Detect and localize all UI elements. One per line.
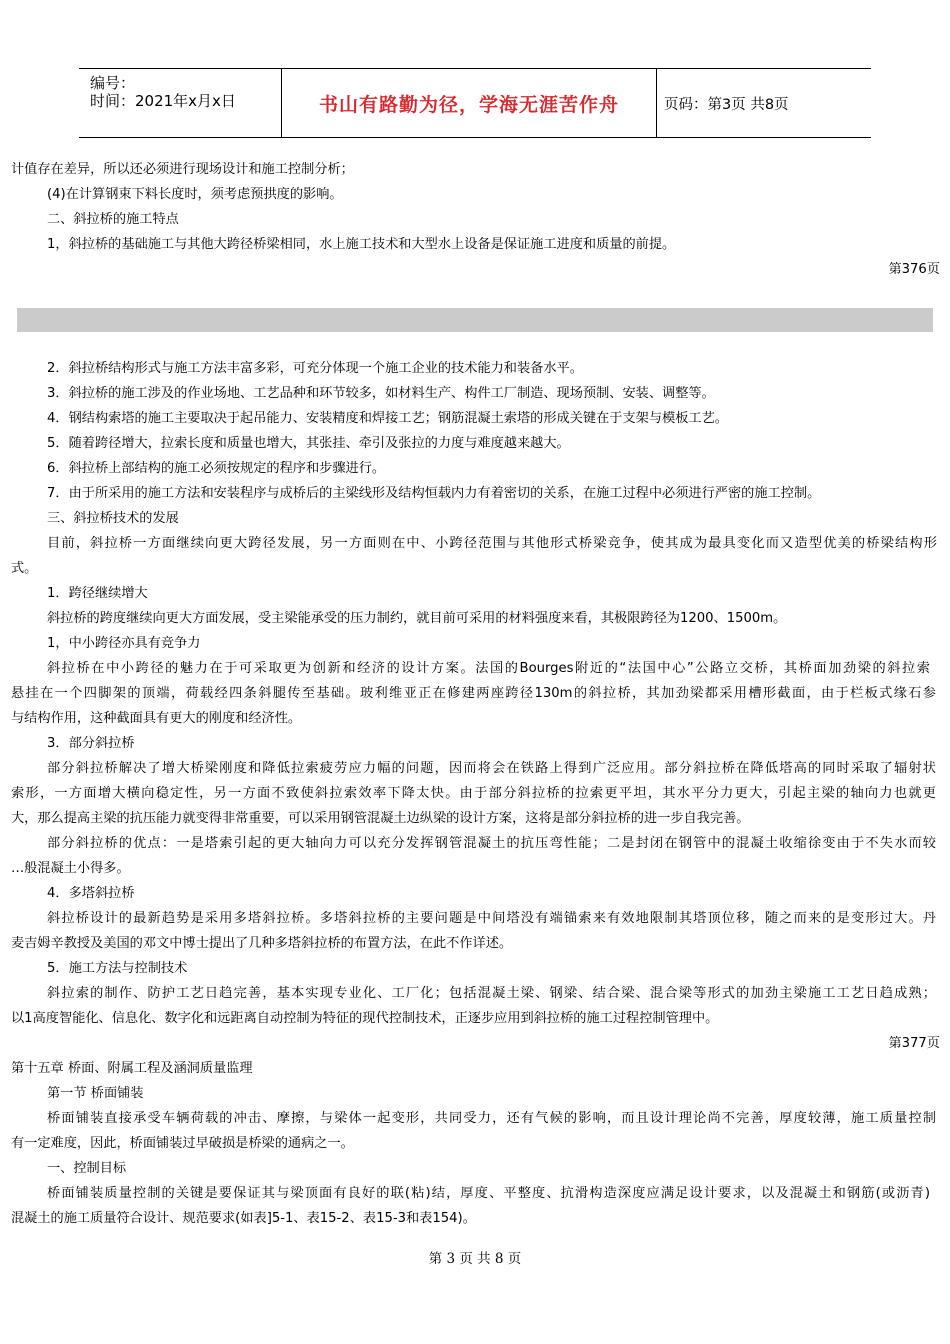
chapter-heading: 第十五章 桥面、附属工程及涵洞质量监理 bbox=[11, 1061, 253, 1076]
subsection-heading: 4．多塔斜拉桥 bbox=[47, 886, 135, 901]
text-line: 计值存在差异，所以还必须进行现场设计和施工控制分析； bbox=[11, 162, 354, 177]
page-footer: 第 3 页 共 8 页 bbox=[428, 1251, 522, 1267]
text-line: 部分斜拉桥的优点：一是塔索引起的更大轴向力可以充分发挥钢管混凝土的抗压弯性能；二是封闭在钢管中的混凝土收缩徐变由于不失水而较 bbox=[47, 836, 936, 851]
text-line: 与结构作用，这种截面具有更大的刚度和经济性。 bbox=[11, 711, 302, 726]
header-left-cell bbox=[79, 69, 281, 137]
text-line: 7．由于所采用的施工方法和安装程序与成桥后的主梁线形及结构恒载内力有着密切的关系，在施工过程中必须进行严密的施工控制。 bbox=[47, 486, 821, 501]
text-line: 1，斜拉桥的基础施工与其他大跨径桥梁相同，水上施工技术和大型水上设备是保证施工进度和质量的前提。 bbox=[47, 237, 676, 252]
page-marker-377: 第377页 bbox=[888, 1036, 940, 1051]
subsection-heading: 3．部分斜拉桥 bbox=[47, 736, 135, 751]
text-line: 斜拉桥的跨度继续向更大方面发展，受主梁能承受的压力制约，就目前可采用的材料强度来看，其极限跨径为1200、1500m。 bbox=[47, 611, 787, 626]
subsection-heading: 1，中小跨径亦具有竞争力 bbox=[47, 636, 201, 651]
page-marker-376: 第376页 bbox=[888, 262, 940, 277]
text-line: 桥面铺装质量控制的关键是要保证其与梁顶面有良好的联(粘)结，厚度、平整度、抗滑构造深度应满足设计要求，以及混凝土和钢筋(或沥青) bbox=[47, 1186, 930, 1201]
page-separator-band bbox=[17, 308, 933, 332]
text-line: (4)在计算钢束下料长度时，须考虑预拱度的影响。 bbox=[47, 187, 343, 202]
subsection-heading: 1．跨径继续增大 bbox=[47, 586, 148, 601]
number-label: 编号： bbox=[90, 74, 136, 92]
header-table bbox=[79, 68, 871, 138]
text-line: 斜拉桥设计的最新趋势是采用多塔斜拉桥。多塔斜拉桥的主要问题是中间塔没有端锚索来有效地限制其塔顶位移，随之而来的是变形过大。丹 bbox=[47, 911, 936, 926]
text-line: 索形，一方面增大横向稳定性，另一方面不致使斜拉索效率下降太快。由于部分斜拉桥的拉索更平坦，其水平分力更大，引起主梁的轴向力也就更 bbox=[11, 786, 936, 801]
text-line: 4．钢结构索塔的施工主要取决于起吊能力、安装精度和焊接工艺；钢筋混凝土索塔的形成关键在于支架与模板工艺。 bbox=[47, 411, 728, 426]
header-page-cell bbox=[656, 69, 871, 137]
text-line: 混凝土的施工质量符合设计、规范要求(如表]5-1、表15-2、表15-3和表154)。 bbox=[11, 1211, 476, 1226]
text-line: 有一定难度，因此，桥面铺装过早破损是桥梁的通病之一。 bbox=[11, 1136, 354, 1151]
text-line: 桥面铺装直接承受车辆荷载的冲击、摩擦，与梁体一起变形，共同受力，还有气候的影响，而且设计理论尚不完善，厚度较薄，施工质量控制 bbox=[47, 1111, 936, 1126]
text-line: 大，那么提高主梁的抗压能力就变得非常重要，可以采用钢管混凝土边纵梁的设计方案，这将是部分斜拉桥的进一步自我完善。 bbox=[11, 811, 750, 826]
section-heading: 一、控制目标 bbox=[47, 1161, 127, 1176]
text-line: 以1高度智能化、信息化、数字化和远距离自动控制为特征的现代控制技术，正逐步应用到斜拉桥的施工过程控制管理中。 bbox=[11, 1011, 719, 1026]
text-line: 麦吉姆辛教授及美国的邓文中博士提出了几种多塔斜拉桥的布置方法，在此不作详述。 bbox=[11, 936, 513, 951]
text-line: …般混凝土小得多。 bbox=[11, 861, 130, 876]
page-code: 页码：第3页 共8页 bbox=[664, 96, 789, 113]
text-line: 2．斜拉桥结构形式与施工方法丰富多彩，可充分体现一个施工企业的技术能力和装备水平。 bbox=[47, 361, 583, 376]
section-heading: 二、斜拉桥的施工特点 bbox=[47, 212, 179, 227]
subsection-heading: 5．施工方法与控制技术 bbox=[47, 961, 188, 976]
time-label: 时间：2021年x月x日 bbox=[90, 92, 236, 110]
motto: 书山有路勤为径，学海无涯苦作舟 bbox=[318, 93, 619, 116]
text-line: 5．随着跨径增大，拉索长度和质量也增大，其张挂、牵引及张拉的力度与难度越来越大。 bbox=[47, 436, 570, 451]
text-line: 悬挂在一个四脚架的顶端，荷载经四条斜腿传至基础。玻利维亚正在修建两座跨径130m的斜拉桥，其加劲梁都采用槽形截面，由于栏板式缘石参 bbox=[11, 686, 936, 701]
text-line: 目前，斜拉桥一方面继续向更大跨径发展，另一方面则在中、小跨径范围与其他形式桥梁竞争，使其成为最具变化而又造型优美的桥梁结构形 bbox=[47, 536, 937, 551]
text-line: 斜拉索的制作、防护工艺日趋完善，基本实现专业化、工厂化；包括混凝土梁、钢梁、结合梁、混合梁等形式的加劲主梁施工工艺日趋成熟； bbox=[47, 986, 936, 1001]
text-line: 部分斜拉桥解决了增大桥梁刚度和降低拉索疲劳应力幅的问题，因而将会在铁路上得到广泛应用。部分斜拉桥在降低塔高的同时采取了辐射状 bbox=[47, 761, 936, 776]
header-motto-cell bbox=[281, 69, 657, 137]
text-line: 式。 bbox=[11, 561, 38, 576]
text-line: 斜拉桥在中小跨径的魅力在于可采取更为创新和经济的设计方案。法国的Bourges附近的“法国中心”公路立交桥，其桥面加劲梁的斜拉索 bbox=[47, 661, 930, 676]
section-heading: 第一节 桥面铺装 bbox=[47, 1086, 144, 1101]
text-line: 3．斜拉桥的施工涉及的作业场地、工艺品种和环节较多，如材料生产、构件工厂制造、现场预制、安装、调整等。 bbox=[47, 386, 715, 401]
section-heading: 三、斜拉桥技术的发展 bbox=[47, 511, 179, 526]
text-line: 6．斜拉桥上部结构的施工必须按规定的程序和步骤进行。 bbox=[47, 461, 386, 476]
